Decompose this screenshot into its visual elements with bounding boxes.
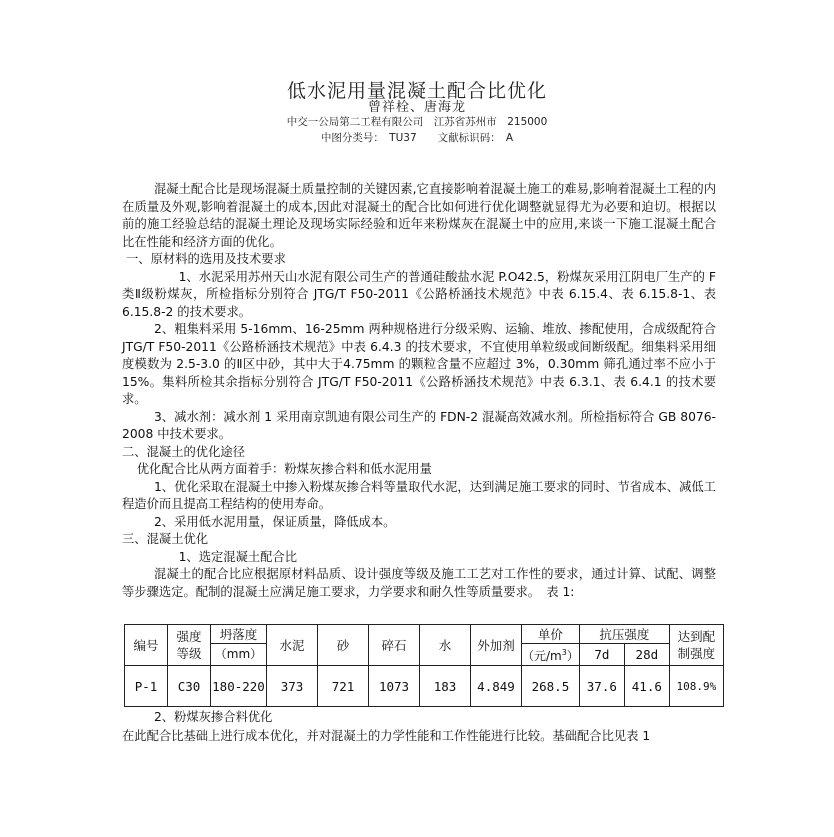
cell-price: 268.5	[522, 666, 580, 707]
table-header-row	[125, 625, 724, 644]
section2-paragraph-1: 1、优化采取在混凝土中掺入粉煤灰掺合料等量取代水泥，达到满足施工要求的同时、节省成本、减低工程造价而且提高工程结构的使用寿命。	[122, 479, 716, 511]
header-water: 水	[420, 625, 471, 666]
cell-admixture: 4.849	[471, 666, 522, 707]
cell-grade: C30	[168, 666, 211, 707]
header-slump: 坍落度	[211, 625, 267, 644]
header-28d: 28d	[624, 644, 669, 666]
cell-water: 183	[420, 666, 471, 707]
header-gravel: 碎石	[369, 625, 420, 666]
price-unit-text: （元/m	[522, 649, 562, 663]
header-reach	[669, 625, 723, 666]
section2-paragraph-2: 2、采用低水泥用量，保证质量，降低成本。	[153, 514, 396, 529]
table-row	[125, 666, 724, 707]
header-grade-line1: 强度	[176, 629, 202, 644]
section3-paragraph-2: 在此配合比基础上进行成本优化，并对混凝土的力学性能和工作性能进行比较。基础配合比见表 1	[122, 729, 651, 743]
cell-gravel: 1073	[369, 666, 420, 707]
section-heading-3: 三、混凝土优化	[122, 532, 209, 546]
section2-lead: 优化配合比从两方面着手：粉煤灰掺合料和低水泥用量	[136, 462, 432, 476]
header-reach-line1: 达到配	[677, 629, 716, 644]
paper-body	[122, 181, 716, 601]
paper-authors: 曾祥栓、唐海龙	[367, 100, 466, 115]
cell-sand: 721	[318, 666, 369, 707]
header-price: 单价	[522, 625, 580, 644]
cell-cement: 373	[267, 666, 318, 707]
section-heading-1: 一、原材料的选用及技术要求	[126, 252, 286, 266]
header-7d: 7d	[579, 644, 624, 666]
header-id: 编号	[125, 625, 168, 666]
header-strength: 抗压强度	[579, 625, 669, 644]
paper-title: 低水泥用量混凝土配合比优化	[286, 80, 547, 102]
cell-id: P-1	[125, 666, 168, 707]
after-table-text	[122, 708, 716, 746]
header-grade	[168, 625, 211, 666]
classification-line: 中图分类号： TU37 文献标识码： A	[320, 132, 514, 144]
cell-slump: 180-220	[211, 666, 267, 707]
header-slump-unit: （mm）	[211, 644, 267, 666]
intro-paragraph: 混凝土配合比是现场混凝土质量控制的关键因素,它直接影响着混凝土施工的难易,影响着混凝土工程的内在质量及外观,影响着混凝土的成本,因此对混凝土的配合比如何进行优化调整就显得尤为必要和迫切。根据以前的施工经验总结的混凝土理论及现场实际经验和近年来粉煤灰在混凝土中的应用,来谈一下施工混凝土配合比在性能和经济方面的优化。	[122, 182, 716, 249]
price-unit-close: ）	[566, 649, 579, 663]
section1-paragraph-1: 1、水泥采用苏州天山水泥有限公司生产的普通硅酸盐水泥 P.O42.5，粉煤灰采用江阴电厂生产的 F 类Ⅱ级粉煤灰，所检指标分别符合 JTG/T F50-2011《公路桥涵技术规范》中表 6.15.4、表 6.15.8-1、表 6.15.8-2 的技术要求。	[122, 269, 716, 319]
price-unit-sup: 3	[561, 648, 567, 657]
header-reach-line2: 制强度	[677, 646, 716, 661]
header-admixture: 外加剂	[471, 625, 522, 666]
header-sand: 砂	[318, 625, 369, 666]
cell-28d: 41.6	[624, 666, 669, 707]
header-price-unit	[522, 644, 580, 666]
section-heading-2: 二、混凝土的优化途径	[122, 444, 245, 459]
section3-subheading-2: 2、粉煤灰掺合料优化	[153, 710, 273, 724]
header-grade-line2: 等级	[176, 646, 202, 661]
section3-subheading-1: 1、选定混凝土配合比	[178, 549, 298, 564]
header-cement: 水泥	[267, 625, 318, 666]
cell-7d: 37.6	[579, 666, 624, 707]
author-affiliation: 中交一公局第二工程有限公司 江苏省苏州市 215000	[286, 116, 548, 128]
mix-ratio-table	[124, 624, 724, 707]
section1-paragraph-3: 3、减水剂：减水剂 1 采用南京凯迪有限公司生产的 FDN-2 混凝高效减水剂。所检指标符合 GB 8076-2008 中技术要求。	[122, 409, 716, 441]
cell-reach: 108.9%	[669, 666, 723, 707]
section1-paragraph-2: 2、粗集料采用 5-16mm、16-25mm 两种规格进行分级采购、运输、堆放、掺配使用，合成级配符合 JTG/T F50-2011《公路桥涵技术规范》中表 6.4.3 的技术要求，不宜使用单粒级或间断级配。细集料采用细度模数为 2.5-3.0 的Ⅱ区中砂，其中大于4.75mm 的颗粒含量不应超过 3%，0.30mm 筛孔通过率不应小于 15%。集料所检其余指标分别符合 JTG/T F50-2011《公路桥涵技术规范》中表 6.3.1、表 6.4.1 的技术要求。	[122, 322, 716, 406]
section3-paragraph-1: 混凝土的配合比应根据原材料品质、设计强度等级及施工工艺对工作性的要求，通过计算、试配、调整等步骤选定。配制的混凝土应满足施工要求，力学要求和耐久性等质量要求。 表 1:	[122, 567, 716, 599]
